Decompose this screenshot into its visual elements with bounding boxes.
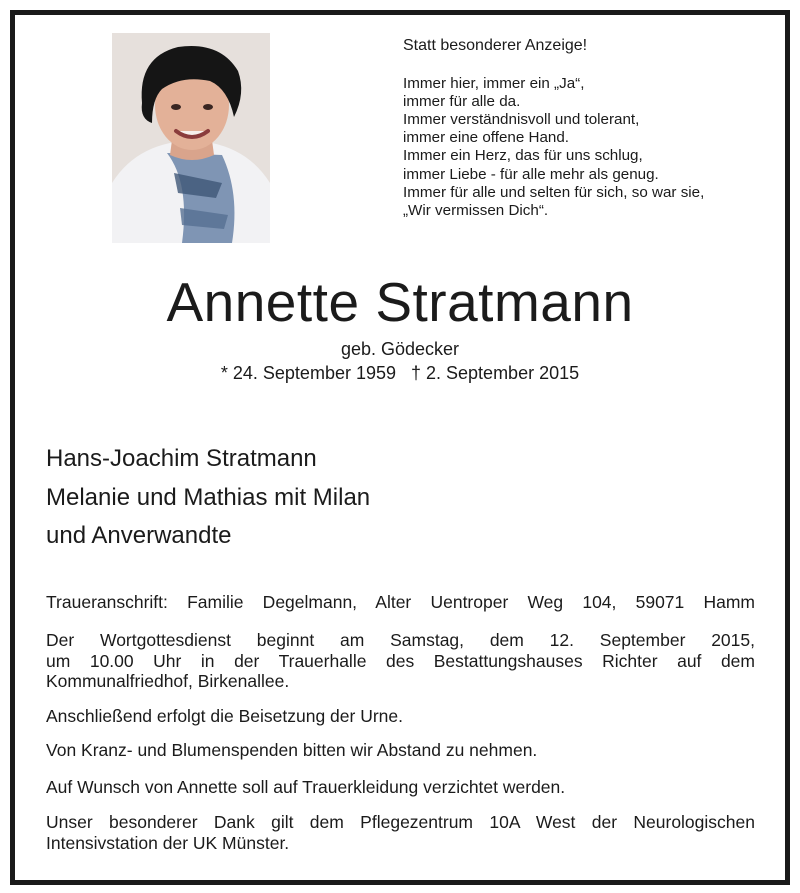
flowers-note: Von Kranz- und Blumenspenden bitten wir Abstand zu nehmen.	[46, 740, 538, 760]
poem-line: Immer verständnisvoll und tolerant,	[403, 111, 640, 129]
poem-line: immer für alle da.	[403, 93, 521, 111]
poem-line: immer Liebe - für alle mehr als genug.	[403, 165, 659, 183]
attire-note: Auf Wunsch von Annette soll auf Trauerkleidung verzichtet werden.	[46, 777, 566, 797]
poem-line: Immer für alle und selten für sich, so war sie,	[403, 183, 705, 201]
service-line: um 10.00 Uhr in der Trauerhalle des Bestattungshauses Richter auf dem	[46, 650, 755, 671]
mourner-name: Hans-Joachim Stratmann	[46, 445, 317, 472]
life-dates: * 24. September 1959 † 2. September 2015	[220, 363, 580, 383]
mourners-list	[46, 440, 370, 556]
thanks-line: Intensivstation der UK Münster.	[46, 832, 290, 853]
poem-line: „Wir vermissen Dich“.	[403, 201, 549, 219]
burial-note: Anschließend erfolgt die Beisetzung der Urne.	[46, 706, 404, 726]
service-details	[46, 630, 755, 692]
thanks-note	[46, 812, 755, 853]
deceased-name: Annette Stratmann	[166, 271, 634, 333]
portrait-photo	[112, 33, 270, 243]
service-line: Kommunalfriedhof, Birkenallee.	[46, 671, 290, 691]
service-line: Der Wortgottesdienst beginnt am Samstag, dem 12. September 2015,	[46, 630, 755, 650]
memorial-poem	[403, 37, 773, 220]
poem-line: Immer hier, immer ein „Ja“,	[403, 75, 585, 93]
poem-line: Immer ein Herz, das für uns schlug,	[403, 147, 643, 165]
portrait-illustration	[112, 33, 270, 243]
mourner-name: und Anverwandte	[46, 522, 232, 549]
thanks-line: Unser besonderer Dank gilt dem Pflegezentrum 10A West der Neurologischen	[46, 812, 755, 832]
poem-line: immer eine offene Hand.	[403, 129, 570, 147]
mourner-name: Melanie und Mathias mit Milan	[46, 483, 371, 511]
birth-name: geb. Gödecker	[340, 339, 460, 359]
mourning-address: Traueranschrift: Familie Degelmann, Alter Uentroper Weg 104, 59071 Hamm	[46, 592, 755, 612]
poem-heading: Statt besonderer Anzeige!	[403, 37, 588, 54]
